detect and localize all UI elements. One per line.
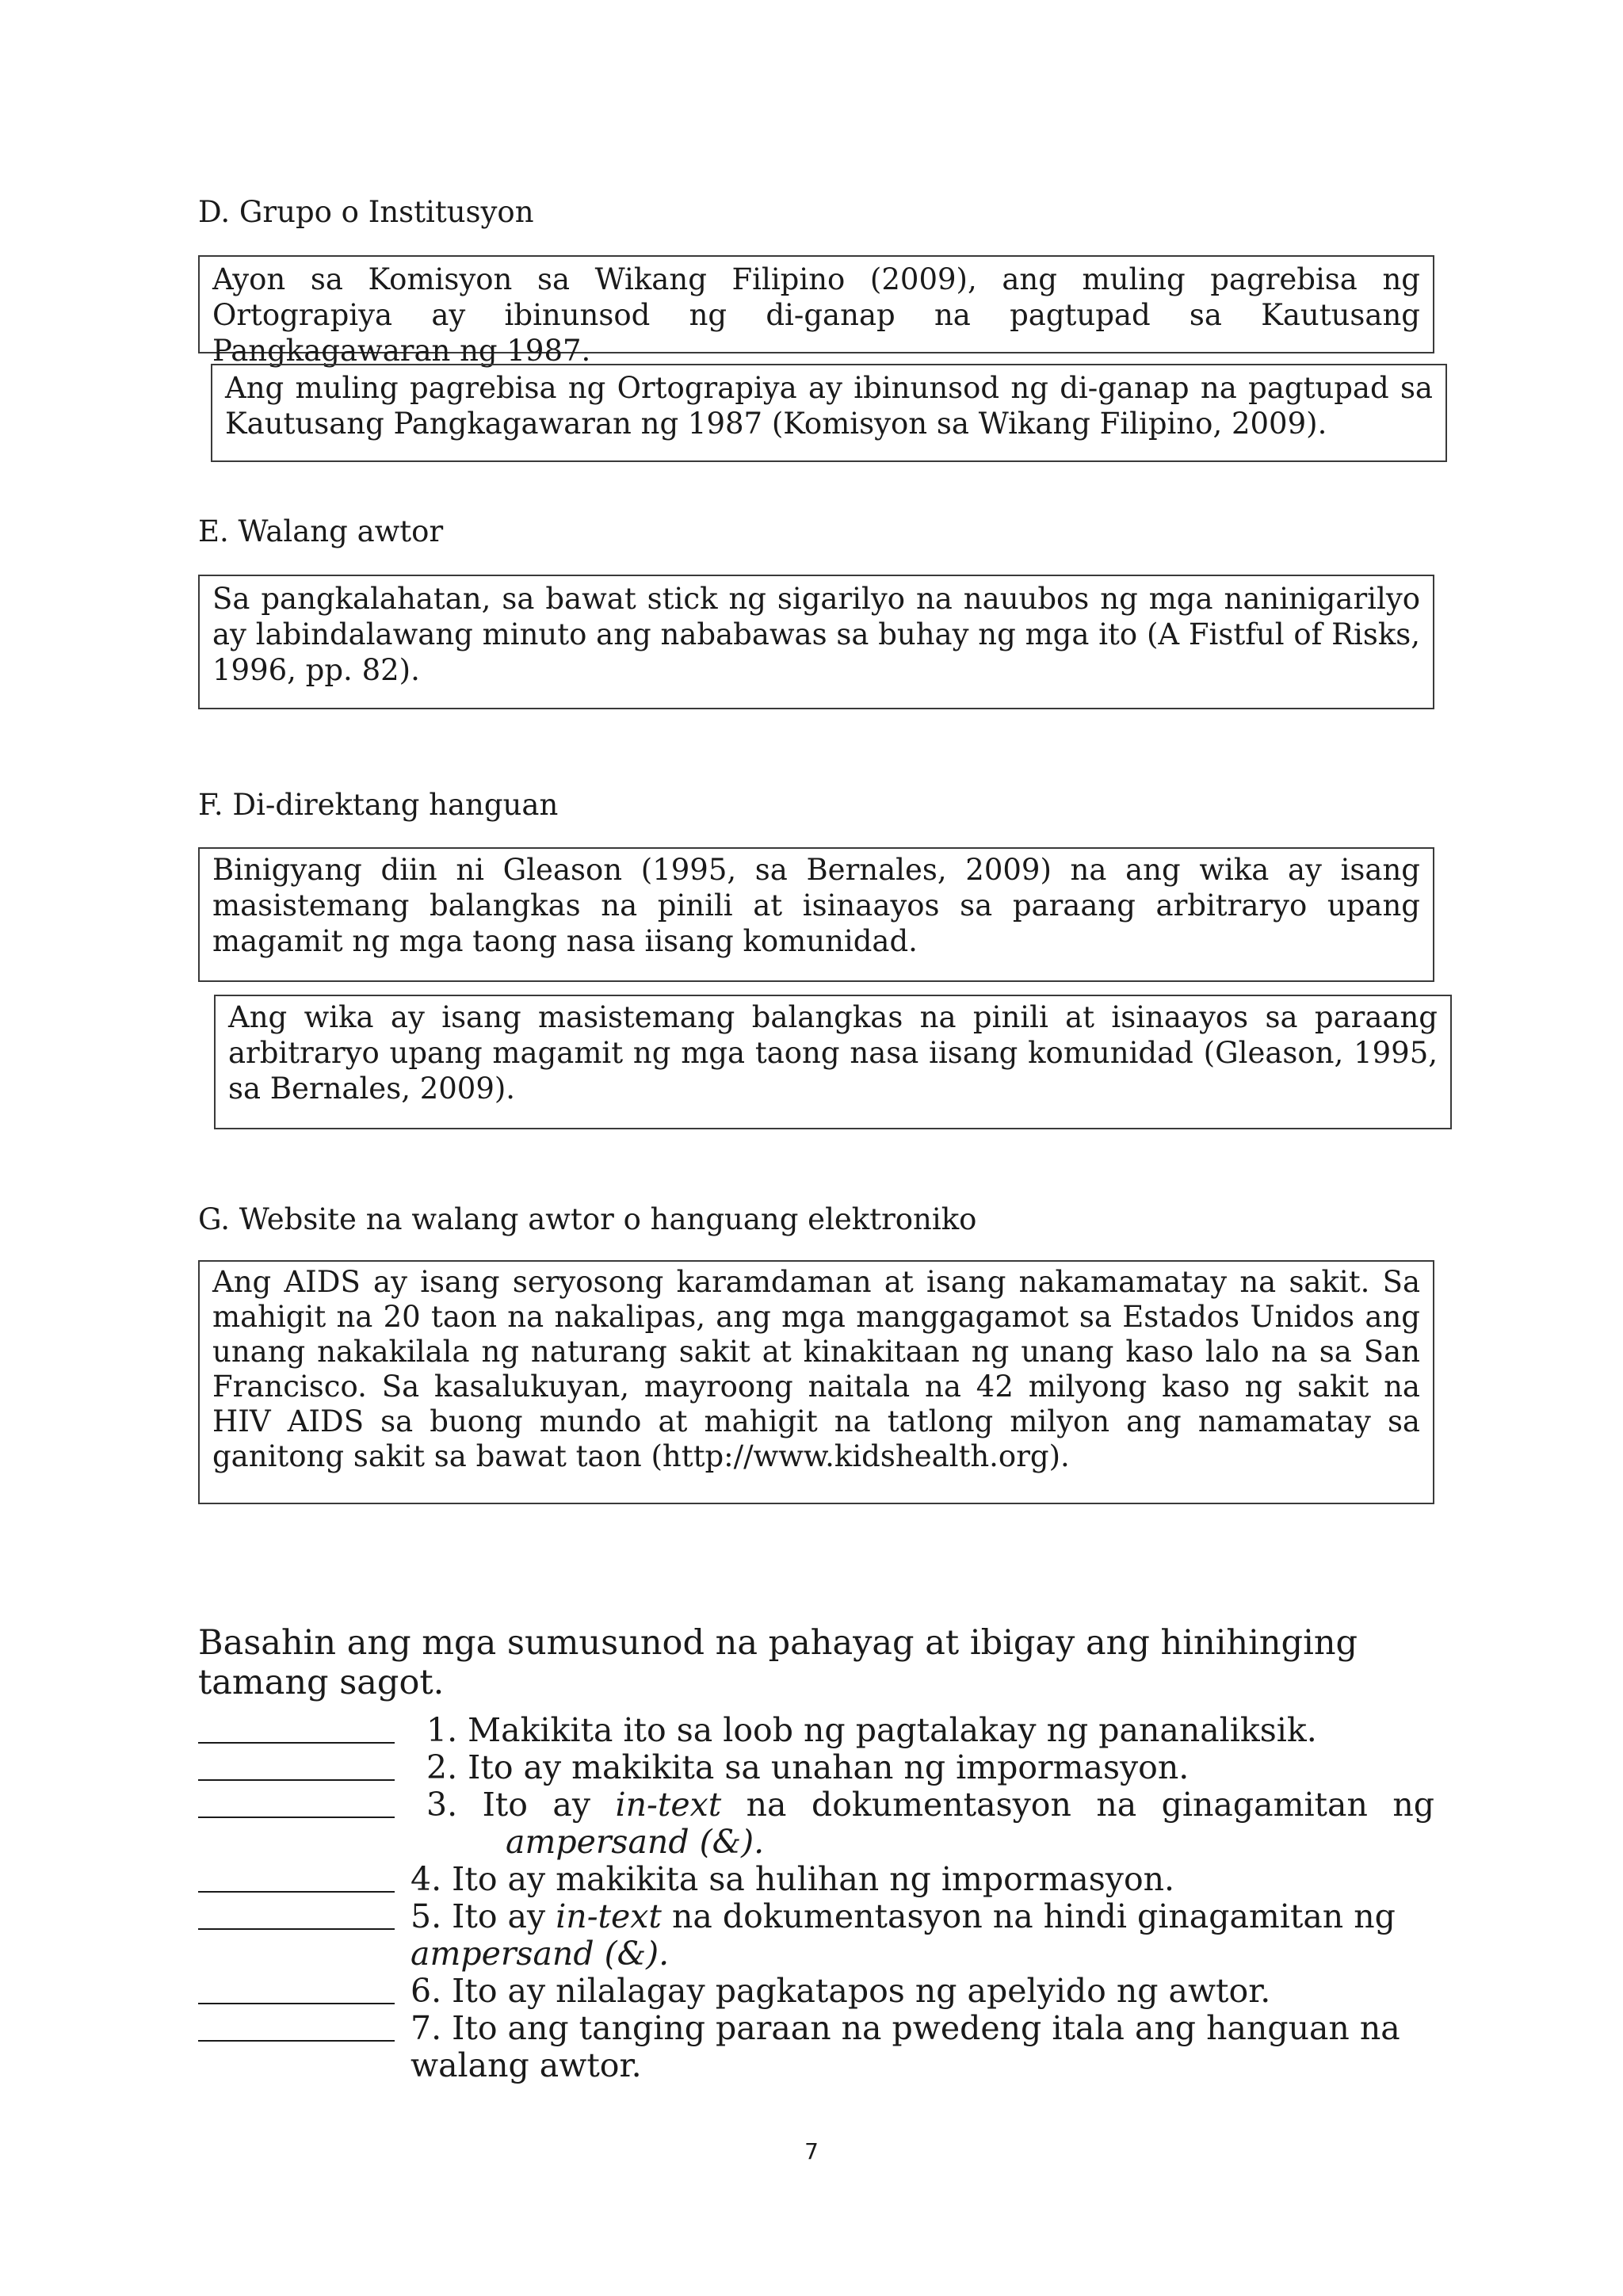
question-text	[426, 1786, 1434, 1861]
question-item	[198, 1712, 1434, 1749]
section-f-heading: F. Di-direktang hanguan	[198, 788, 559, 822]
question-text: 1. Makikita ito sa loob ng pagtalakay ng pananaliksik.	[426, 1711, 1317, 1749]
section-d-heading: D. Grupo o Institusyon	[198, 195, 534, 229]
answer-blank[interactable]	[198, 1742, 395, 1744]
question-item	[198, 1898, 1434, 1973]
question-text	[411, 2010, 1434, 2084]
question-item	[198, 1786, 1434, 1861]
question-text-continuation: ampersand (&).	[411, 1935, 670, 1973]
question-item	[198, 1973, 1434, 2010]
question-text-continuation: ampersand (&).	[506, 1823, 765, 1861]
section-d-example-box-2	[211, 364, 1447, 462]
answer-blank[interactable]	[198, 2040, 395, 2042]
answer-blank[interactable]	[198, 2003, 395, 2004]
section-e-heading: E. Walang awtor	[198, 514, 444, 548]
question-text: 6. Ito ay nilalagay pagkatapos ng apelyido ng awtor.	[411, 1972, 1271, 2010]
section-g-example-box	[198, 1260, 1434, 1504]
section-f-example-box-2	[214, 995, 1452, 1129]
section-g-example-text: Ang AIDS ay isang seryosong karamdaman at isang nakamamatay na sakit. Sa mahigit na 20 taon na nakalipas, ang mga manggagamot sa Estados Unidos ang unang nakakilala ng naturang sakit at kinakitaan ng unang kaso lalo na sa San Francisco. Sa kasalukuyan, mayroong naitala na 42 milyong kaso ng sakit na HIV AIDS sa buong mundo at mahigit na tatlong milyon ang namamatay sa ganitong sakit sa bawat taon (http://www.kidshealth.org).	[212, 1265, 1420, 1473]
section-d-example-text-1: Ayon sa Komisyon sa Wikang Filipino (2009), ang muling pagrebisa ng Ortograpiya ay ibinunsod ng di-ganap na pagtupad sa Kautusang Pangkagawaran ng 1987.	[212, 262, 1420, 368]
question-text-part: na dokumentasyon na ginagamitan ng	[721, 1786, 1434, 1824]
question-text	[411, 1898, 1434, 1973]
question-item	[198, 1749, 1434, 1786]
question-item	[198, 2010, 1434, 2084]
page-number: 7	[804, 2138, 819, 2164]
question-text: 2. Ito ay makikita sa unahan ng impormasyon.	[426, 1748, 1190, 1786]
question-text-italic: in-text	[615, 1786, 722, 1824]
answer-blank[interactable]	[198, 1779, 395, 1781]
section-e-example-text: Sa pangkalahatan, sa bawat stick ng sigarilyo na nauubos ng mga naninigarilyo ay labindalawang minuto ang nababawas sa buhay ng mga ito (A Fistful of Risks, 1996, pp. 82).	[212, 582, 1420, 687]
answer-blank[interactable]	[198, 1891, 395, 1893]
instructions-text: Basahin ang mga sumusunod na pahayag at ibigay ang hinihinging tamang sagot.	[198, 1623, 1358, 1702]
section-f-example-box-1	[198, 847, 1434, 982]
question-text: 4. Ito ay makikita sa hulihan ng impormasyon.	[411, 1860, 1175, 1898]
section-d-example-box-1	[198, 255, 1434, 368]
question-list	[198, 1712, 1434, 2084]
section-d-example-text-2: Ang muling pagrebisa ng Ortograpiya ay ibinunsod ng di-ganap na pagtupad sa Kautusang Pangkagawaran ng 1987 (Komisyon sa Wikang Filipino, 2009).	[225, 371, 1433, 441]
question-text-part: 7. Ito ang tanging paraan na pwedeng itala ang hanguan na	[411, 2009, 1400, 2047]
section-g-heading: G. Website na walang awtor o hanguang elektroniko	[198, 1202, 977, 1236]
question-text-part: 3. Ito ay	[426, 1786, 616, 1824]
question-text-part: na dokumentasyon na hindi ginagamitan ng	[661, 1897, 1396, 1935]
section-f-example-text-2: Ang wika ay isang masistemang balangkas na pinili at isinaayos sa paraang arbitraryo upang magamit ng mga taong nasa iisang komunidad (Gleason, 1995, sa Bernales, 2009).	[228, 1000, 1438, 1106]
answer-blank[interactable]	[198, 1817, 395, 1818]
question-text-italic: in-text	[556, 1897, 662, 1935]
question-item	[198, 1861, 1434, 1898]
section-e-example-box	[198, 575, 1434, 709]
question-text-part: 5. Ito ay	[411, 1897, 556, 1935]
answer-blank[interactable]	[198, 1928, 395, 1930]
section-f-example-text-1: Binigyang diin ni Gleason (1995, sa Bernales, 2009) na ang wika ay isang masistemang balangkas na pinili at isinaayos sa paraang arbitraryo upang magamit ng mga taong nasa iisang komunidad.	[212, 853, 1420, 958]
question-text-continuation: walang awtor.	[411, 2046, 642, 2084]
